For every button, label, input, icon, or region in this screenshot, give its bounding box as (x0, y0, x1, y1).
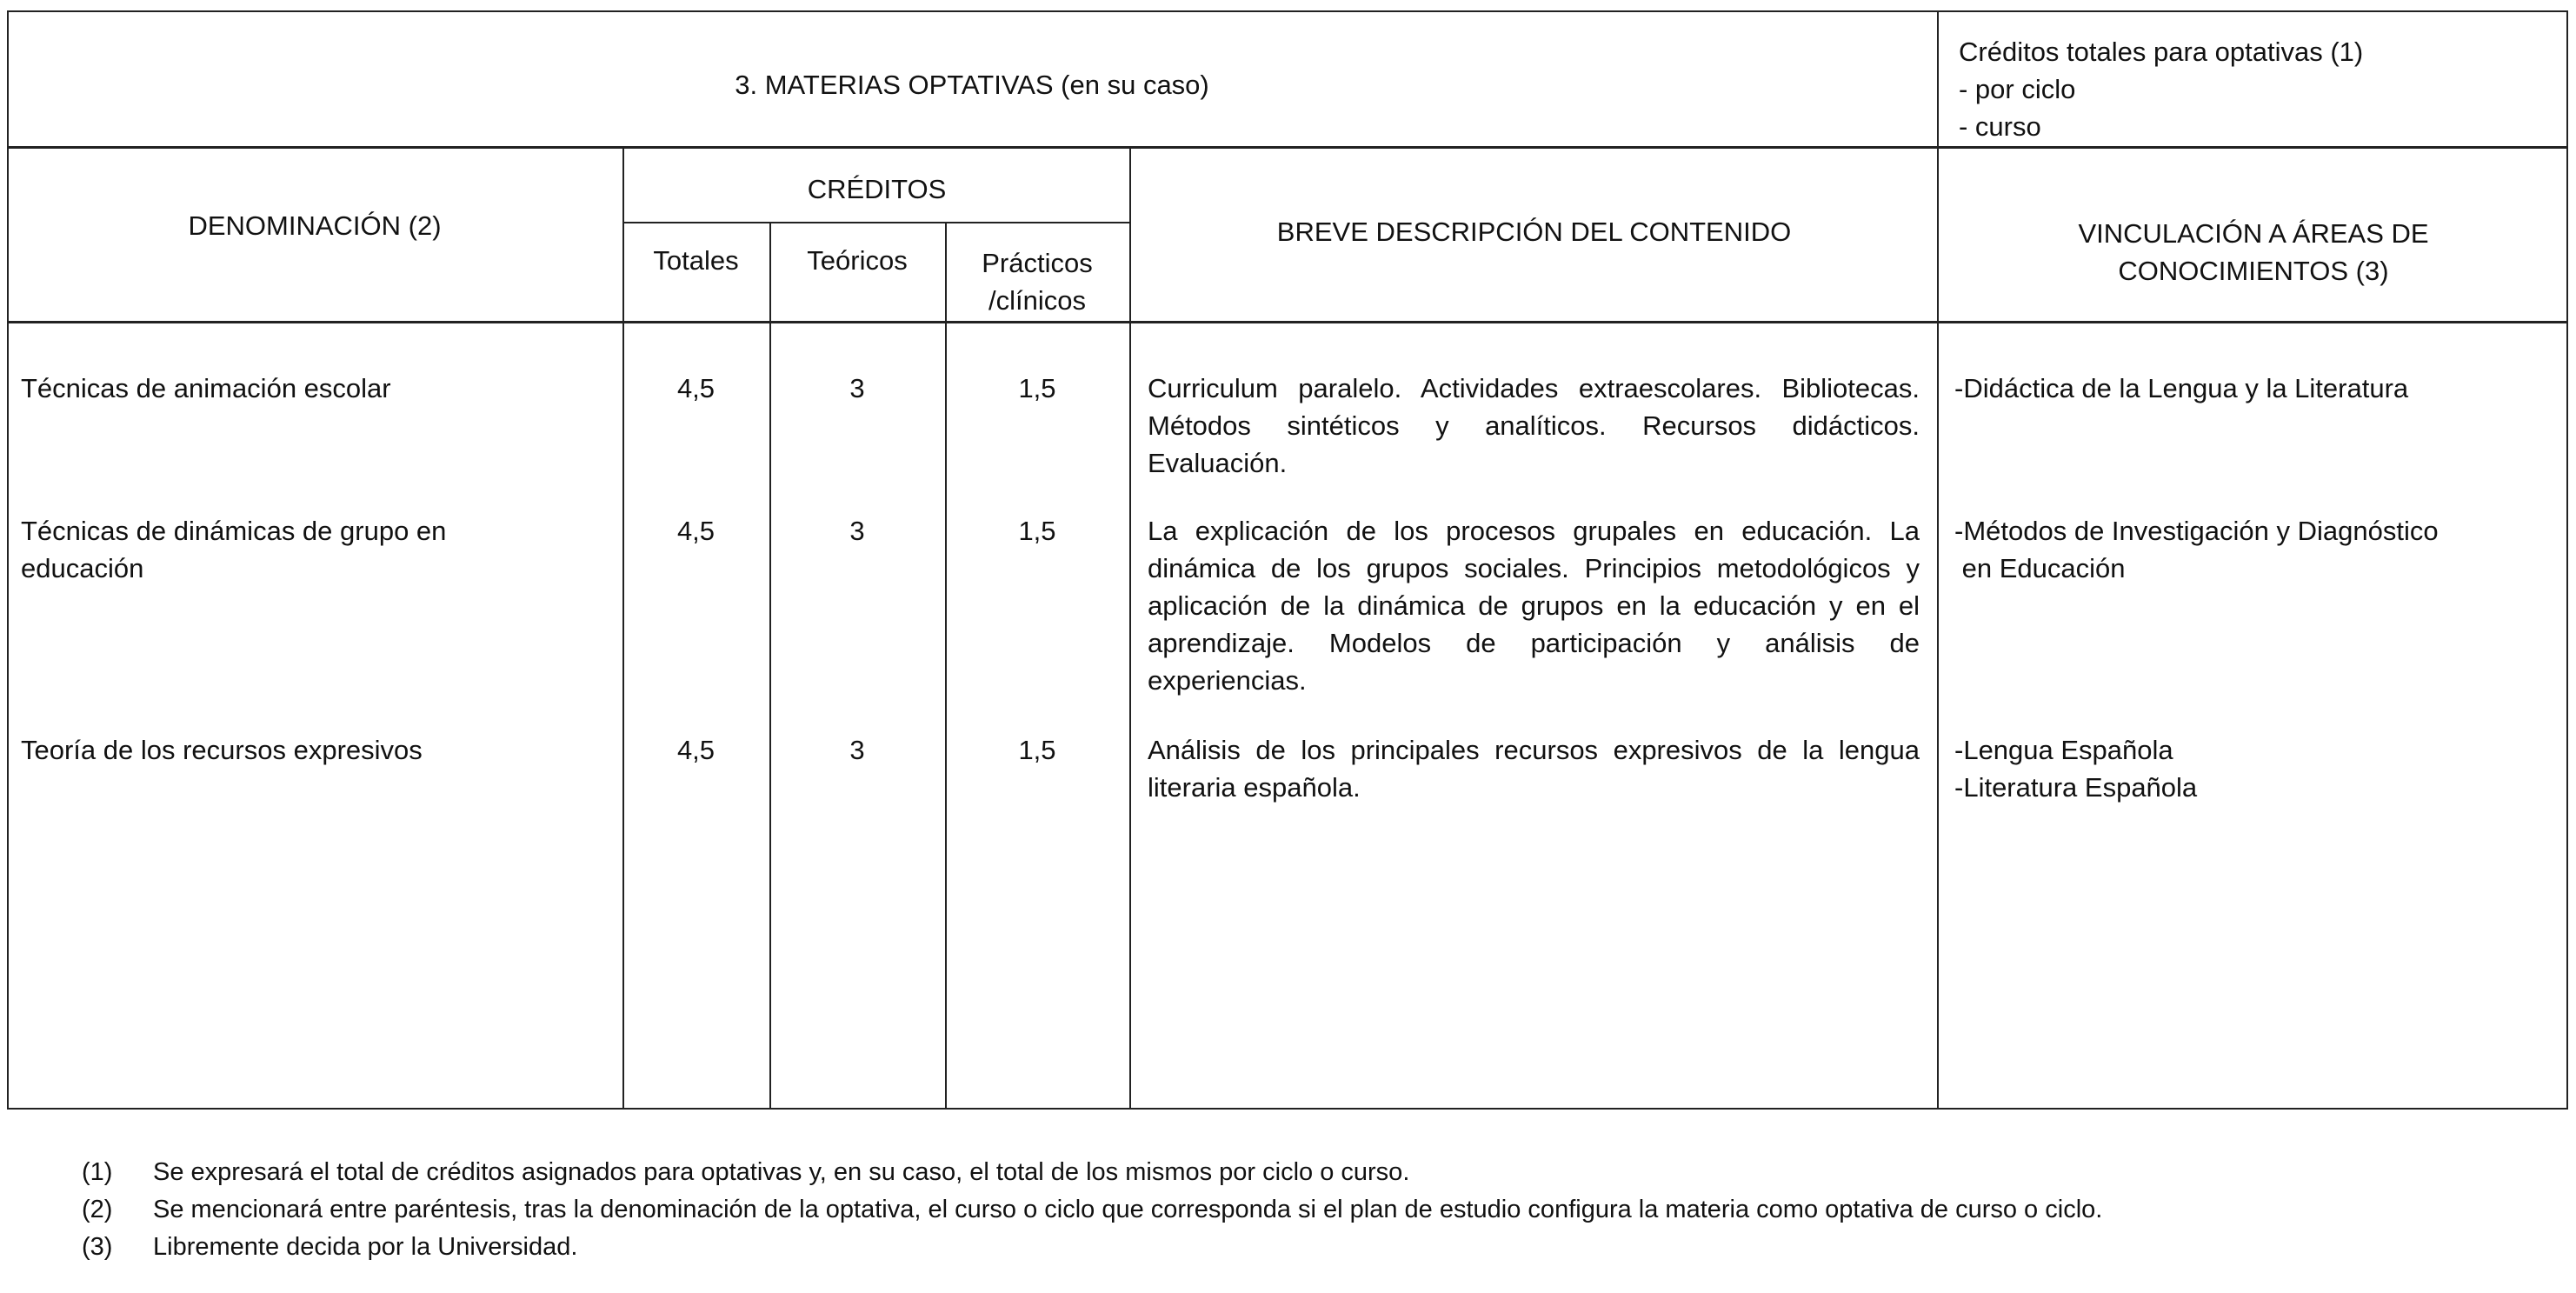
footnote-1 (82, 1154, 2102, 1191)
rule-col-descripcion (1937, 10, 1939, 1110)
header-practicos-line-2: /clínicos (988, 285, 1086, 316)
header-denominacion: DENOMINACIÓN (2) (188, 210, 442, 241)
row-2-totales: 4,5 (676, 516, 716, 546)
rule-creditos-bottom (622, 222, 1131, 223)
row-2-teoricos: 3 (849, 516, 865, 546)
row-1-name: Técnicas de animación escolar (21, 373, 391, 403)
footnote-2-text: Se mencionará entre paréntesis, tras la denominación de la optativa, el curso o ciclo que corresponda si el plan de estudio configura la materia como optativa de curso o ciclo. (153, 1196, 2103, 1223)
row-2-name-line-1: Técnicas de dinámicas de grupo en (21, 516, 447, 546)
section-title: 3. MATERIAS OPTATIVAS (en su caso) (735, 70, 1209, 100)
row-1-teoricos: 3 (849, 373, 865, 403)
row-2-name-line-2: educación (21, 553, 144, 583)
row-2-practicos: 1,5 (1018, 516, 1056, 546)
header-vinculacion-line-1: VINCULACIÓN A ÁREAS DE (2078, 218, 2429, 249)
rule-col-teoricos (945, 222, 947, 1110)
rule-title-bottom (7, 146, 2568, 149)
footnote-3-number: (3) (82, 1233, 113, 1261)
header-practicos-line-1: Prácticos (982, 248, 1093, 278)
credits-note-line-3: - curso (1959, 111, 2041, 142)
row-3-area-1: -Lengua Española (1954, 735, 2173, 765)
footnote-2 (82, 1191, 2102, 1229)
rule-col-practicos (1129, 146, 1131, 1110)
row-2-area-2: en Educación (1954, 553, 2126, 583)
row-3-description: Análisis de los principales recursos expresivos de la lengua literaria española. (1148, 735, 1920, 803)
footnote-1-text: Se expresará el total de créditos asignados para optativas y, en su caso, el total de los mismos por ciclo o curso. (153, 1158, 1410, 1186)
row-2-description: La explicación de los procesos grupales en educación. La dinámica de los grupos sociales. Principios metodológicos y aplicación de la dinámica de grupos en la educación y en el aprendizaje. Modelos de participación y análisis de experiencias. (1148, 516, 1920, 696)
row-3-area-2: -Literatura Española (1954, 772, 2198, 803)
footnotes (82, 1154, 2102, 1266)
header-vinculacion-line-2: CONOCIMIENTOS (3) (2118, 256, 2389, 286)
rule-col-denominacion (622, 146, 624, 1110)
header-creditos: CRÉDITOS (807, 174, 947, 204)
credits-note-line-1: Créditos totales para optativas (1) (1959, 37, 2364, 67)
footnote-3 (82, 1229, 2102, 1266)
credits-note-line-2: - por ciclo (1959, 74, 2076, 104)
row-3-name: Teoría de los recursos expresivos (21, 735, 423, 765)
row-1-totales: 4,5 (676, 373, 716, 403)
header-teoricos: Teóricos (807, 245, 908, 276)
rule-col-totales (769, 222, 771, 1110)
row-3-totales: 4,5 (676, 735, 716, 765)
footnote-2-number: (2) (82, 1196, 113, 1223)
header-totales: Totales (653, 245, 739, 276)
row-2-area-1: -Métodos de Investigación y Diagnóstico (1954, 516, 2439, 546)
row-1-area-1: -Didáctica de la Lengua y la Literatura (1954, 373, 2409, 403)
footnote-1-number: (1) (82, 1158, 113, 1186)
row-1-description: Curriculum paralelo. Actividades extraescolares. Bibliotecas. Métodos sintéticos y analíticos. Recursos didácticos. Evaluación. (1148, 373, 1920, 478)
row-3-teoricos: 3 (849, 735, 865, 765)
footnote-3-text: Libremente decida por la Universidad. (153, 1233, 578, 1261)
rule-header-bottom (7, 321, 2568, 323)
row-1-practicos: 1,5 (1018, 373, 1056, 403)
header-descripcion: BREVE DESCRIPCIÓN DEL CONTENIDO (1276, 217, 1792, 247)
row-3-practicos: 1,5 (1018, 735, 1056, 765)
